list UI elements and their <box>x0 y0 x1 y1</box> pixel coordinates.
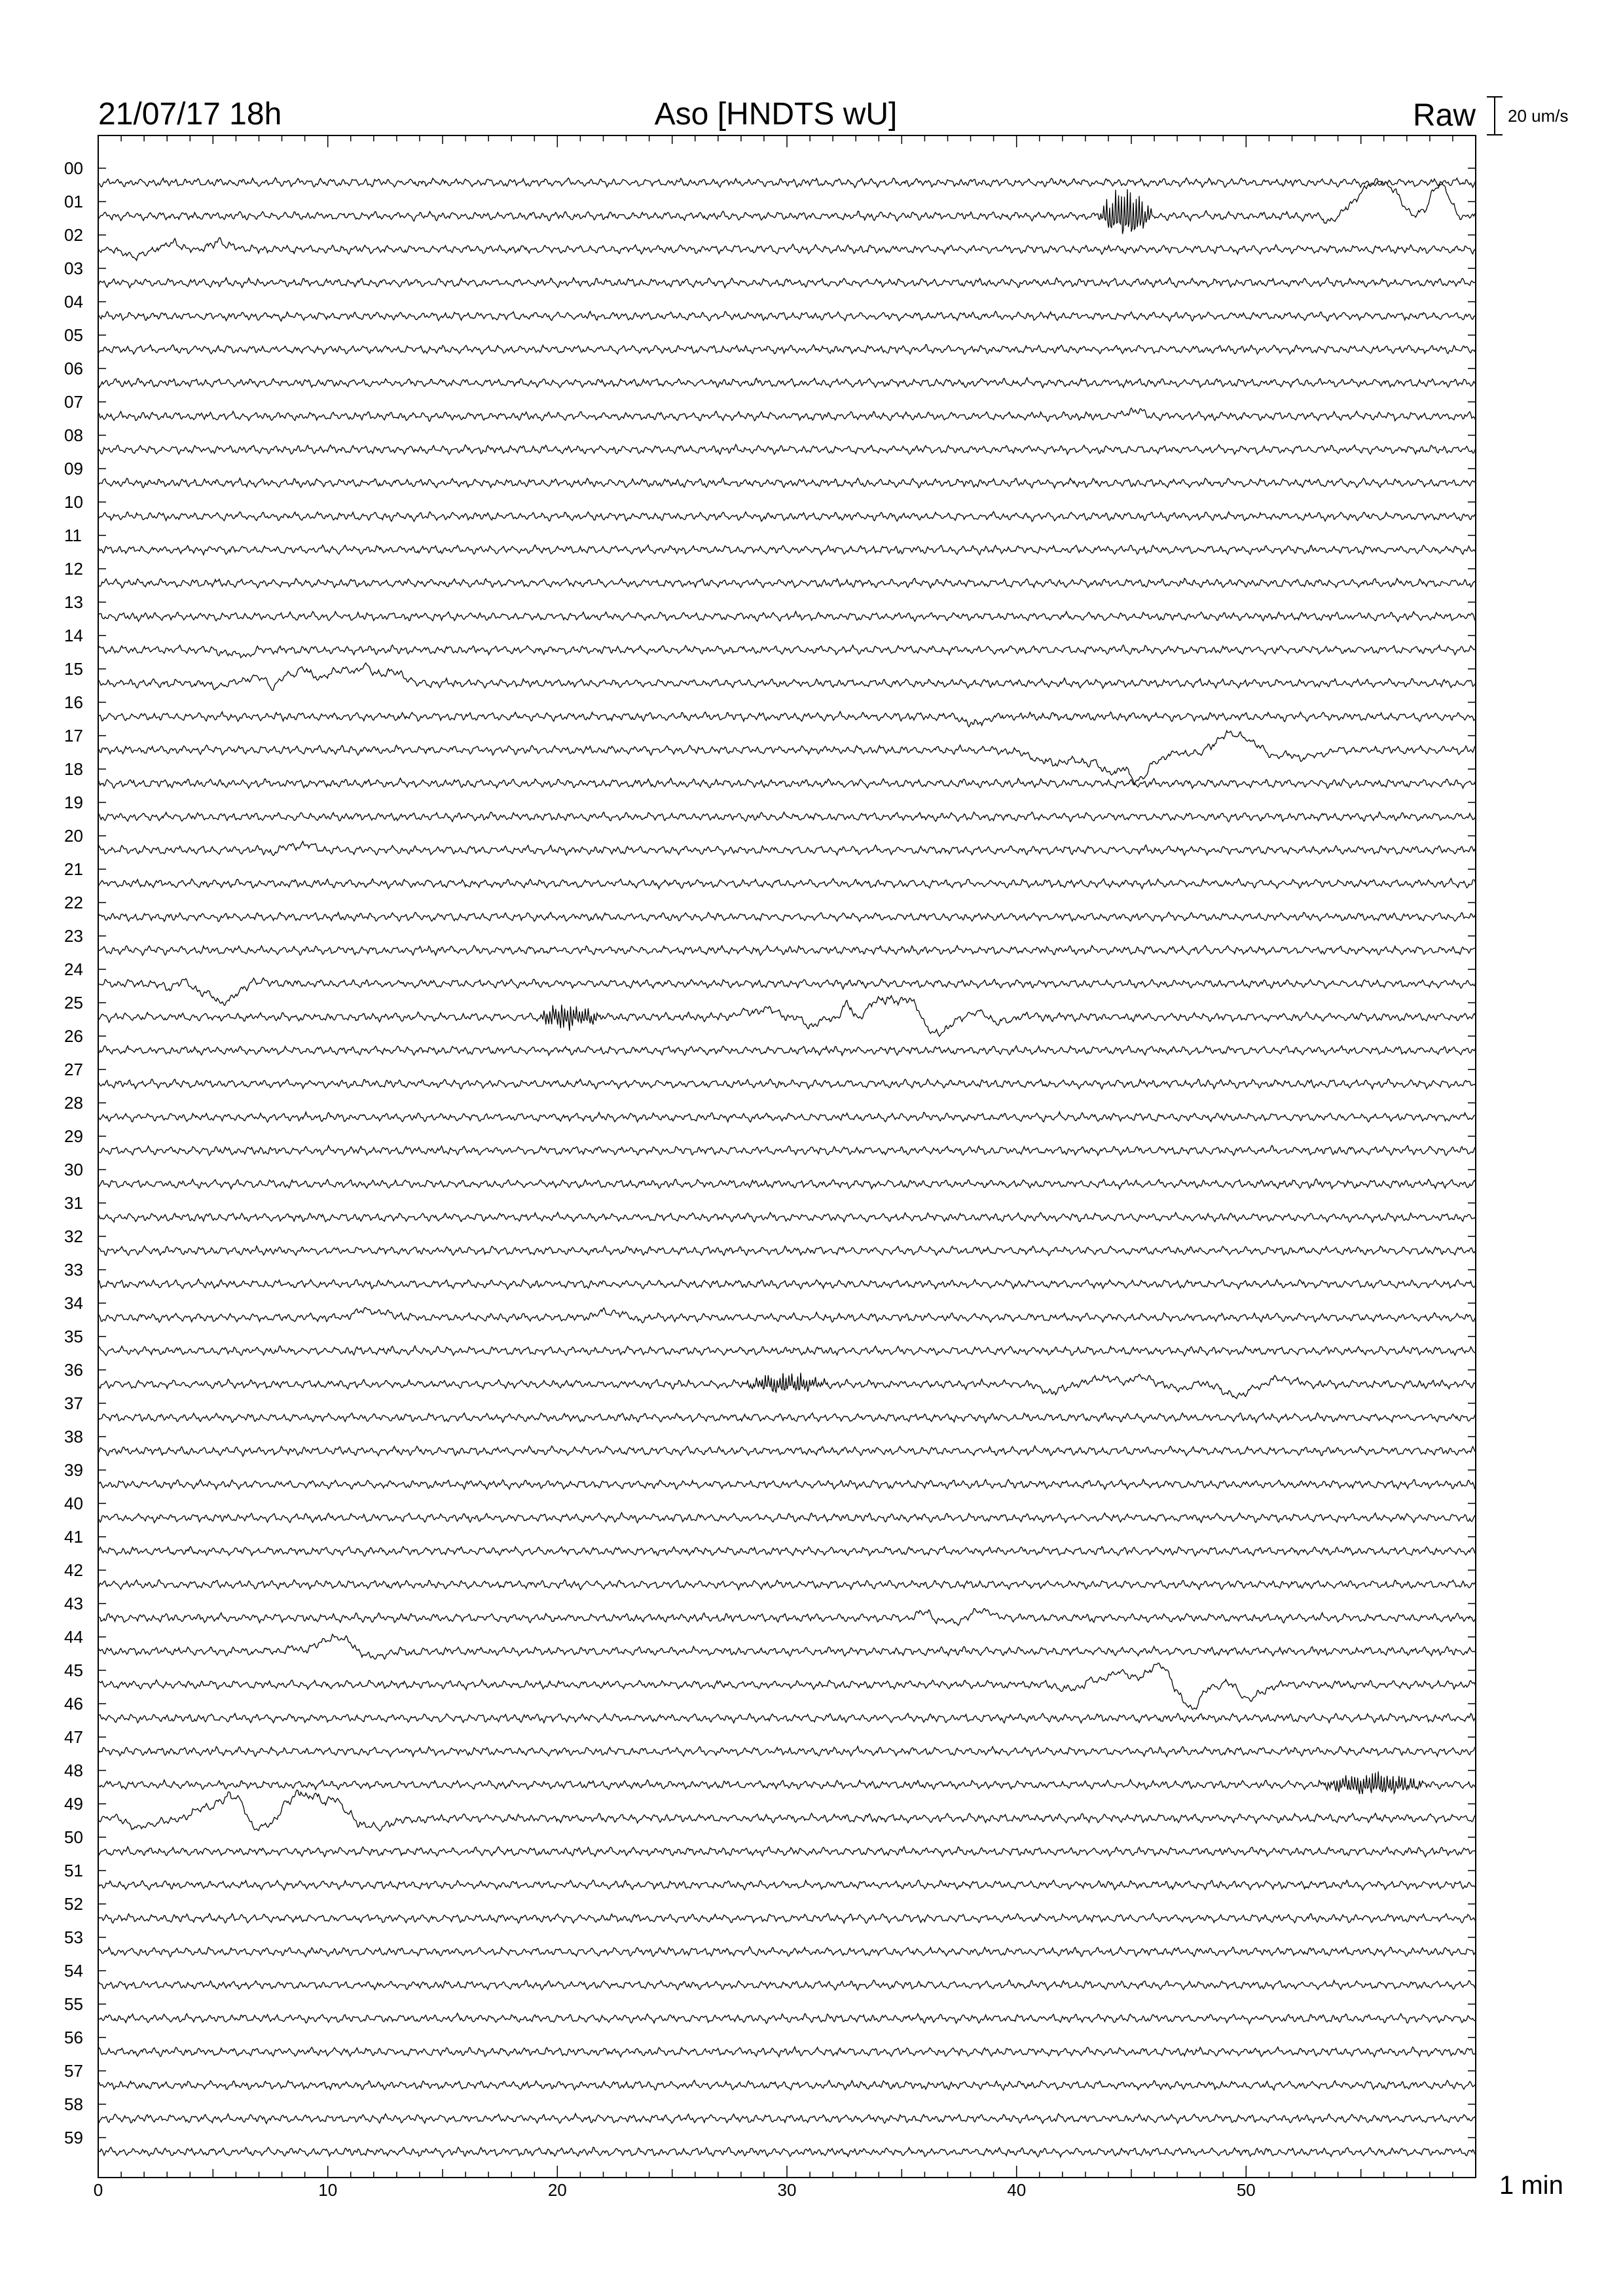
trace-line <box>98 408 1476 422</box>
row-label: 09 <box>64 459 83 478</box>
x-tick-label: 20 <box>547 2180 567 2200</box>
row-label: 52 <box>64 1894 83 1914</box>
row-label: 10 <box>64 492 83 512</box>
trace-line <box>98 1212 1476 1222</box>
row-label: 46 <box>64 1694 83 1713</box>
row-label: 53 <box>64 1928 83 1947</box>
trace-line <box>98 730 1476 784</box>
trace-line <box>98 1880 1476 1890</box>
trace-line <box>98 645 1476 658</box>
x-tick-label: 50 <box>1236 2180 1256 2200</box>
row-label: 01 <box>64 192 83 211</box>
row-label: 25 <box>64 993 83 1013</box>
row-label: 39 <box>64 1460 83 1480</box>
row-label: 19 <box>64 793 83 812</box>
row-label: 42 <box>64 1560 83 1580</box>
row-label: 31 <box>64 1193 83 1213</box>
trace-line <box>98 178 1476 188</box>
row-label: 02 <box>64 225 83 245</box>
trace-line <box>98 912 1476 922</box>
trace-line <box>98 2047 1476 2056</box>
y-axis-ticks <box>98 168 1476 2138</box>
trace-line <box>98 1913 1476 1923</box>
row-label: 28 <box>64 1093 83 1113</box>
x-axis-labels <box>94 2180 1256 2200</box>
row-label: 33 <box>64 1260 83 1280</box>
trace-line <box>98 1446 1476 1456</box>
trace-line <box>98 238 1476 260</box>
trace-line <box>98 611 1476 622</box>
trace-line <box>98 1346 1476 1356</box>
row-label: 43 <box>64 1594 83 1613</box>
trace-line <box>98 1372 1476 1399</box>
trace-line <box>98 2147 1476 2157</box>
trace-line <box>98 812 1476 822</box>
row-label: 38 <box>64 1427 83 1446</box>
x-tick-label: 0 <box>93 2180 103 2200</box>
trace-line <box>98 1179 1476 1189</box>
trace-line <box>98 579 1476 588</box>
row-label: 14 <box>64 626 83 645</box>
row-label: 13 <box>64 592 83 612</box>
row-label: 00 <box>64 158 83 178</box>
trace-line <box>98 1980 1476 1990</box>
row-label: 21 <box>64 859 83 879</box>
trace-line <box>98 1079 1476 1089</box>
row-label: 40 <box>64 1494 83 1513</box>
trace-line <box>98 1579 1476 1590</box>
row-label: 08 <box>64 425 83 445</box>
row-label: 17 <box>64 726 83 745</box>
trace-line <box>98 1046 1476 1056</box>
x-axis-ticks <box>98 135 1476 2178</box>
trace-line <box>98 1413 1476 1423</box>
row-label: 59 <box>64 2128 83 2147</box>
row-label: 41 <box>64 1527 83 1547</box>
scale-bar-label: 20 um/s <box>1508 106 1569 126</box>
trace-line <box>98 778 1476 789</box>
trace-line <box>98 2013 1476 2024</box>
trace-line <box>98 1663 1476 1710</box>
trace-line <box>98 182 1476 234</box>
row-label: 03 <box>64 259 83 278</box>
row-label: 23 <box>64 926 83 946</box>
trace-line <box>98 946 1476 956</box>
trace-line <box>98 278 1476 287</box>
trace-line <box>98 1946 1476 1957</box>
row-label: 32 <box>64 1227 83 1246</box>
trace-line <box>98 711 1476 727</box>
row-label: 37 <box>64 1393 83 1413</box>
trace-line <box>98 478 1476 488</box>
row-label: 04 <box>64 292 83 312</box>
trace-line <box>98 512 1476 522</box>
trace-line <box>98 1279 1476 1289</box>
trace-line <box>98 545 1476 555</box>
trace-line <box>98 1772 1476 1795</box>
trace-line <box>98 1145 1476 1155</box>
x-axis-unit-label: 1 min <box>1499 2171 1563 2200</box>
row-label: 30 <box>64 1160 83 1179</box>
trace-group <box>98 178 1476 2157</box>
row-label: 54 <box>64 1961 83 1981</box>
trace-line <box>98 978 1476 1005</box>
header-mode: Raw <box>1412 98 1476 133</box>
trace-line <box>98 2080 1476 2090</box>
trace-line <box>98 1308 1476 1323</box>
trace-line <box>98 312 1476 321</box>
row-label: 36 <box>64 1360 83 1380</box>
trace-line <box>98 1790 1476 1831</box>
row-label: 49 <box>64 1794 83 1814</box>
trace-line <box>98 878 1476 889</box>
chart-title: Aso [HNDTS wU] <box>654 97 898 132</box>
row-label: 27 <box>64 1060 83 1079</box>
x-tick-label: 30 <box>777 2180 797 2200</box>
row-label: 06 <box>64 359 83 378</box>
row-label: 15 <box>64 659 83 679</box>
plot-frame <box>98 135 1476 2178</box>
trace-line <box>98 2113 1476 2123</box>
row-label: 58 <box>64 2094 83 2114</box>
row-label: 11 <box>64 526 82 545</box>
row-label: 22 <box>64 893 83 912</box>
scale-bar <box>1487 97 1569 135</box>
trace-line <box>98 841 1476 855</box>
row-label: 57 <box>64 2061 83 2081</box>
row-label: 44 <box>64 1627 83 1647</box>
trace-line <box>98 1609 1476 1626</box>
row-label: 47 <box>64 1727 83 1747</box>
x-tick-label: 40 <box>1007 2180 1027 2200</box>
row-label: 12 <box>64 559 83 579</box>
row-label: 55 <box>64 1994 83 2014</box>
trace-line <box>98 1634 1476 1659</box>
trace-line <box>98 378 1476 387</box>
trace-line <box>98 1246 1476 1256</box>
row-label: 16 <box>64 692 83 712</box>
trace-line <box>98 663 1476 691</box>
row-label: 18 <box>64 759 83 779</box>
row-label: 07 <box>64 392 83 412</box>
row-label: 45 <box>64 1660 83 1680</box>
row-label: 56 <box>64 2028 83 2047</box>
trace-line <box>98 1713 1476 1723</box>
row-label: 05 <box>64 325 83 345</box>
row-label: 26 <box>64 1026 83 1046</box>
x-tick-label: 10 <box>318 2180 338 2200</box>
trace-line <box>98 345 1476 355</box>
row-label: 24 <box>64 960 83 979</box>
trace-line <box>98 1746 1476 1757</box>
row-label: 20 <box>64 826 83 846</box>
trace-line <box>98 996 1476 1036</box>
trace-line <box>98 1847 1476 1857</box>
row-labels <box>64 158 83 2147</box>
trace-line <box>98 1112 1476 1122</box>
trace-line <box>98 444 1476 454</box>
trace-line <box>98 1547 1476 1556</box>
row-label: 48 <box>64 1761 83 1780</box>
trace-line <box>98 1513 1476 1523</box>
row-label: 51 <box>64 1861 83 1880</box>
row-label: 35 <box>64 1327 83 1346</box>
row-label: 29 <box>64 1126 83 1146</box>
header-datetime: 21/07/17 18h <box>98 97 282 132</box>
trace-line <box>98 1479 1476 1489</box>
row-label: 34 <box>64 1293 83 1313</box>
row-label: 50 <box>64 1827 83 1847</box>
